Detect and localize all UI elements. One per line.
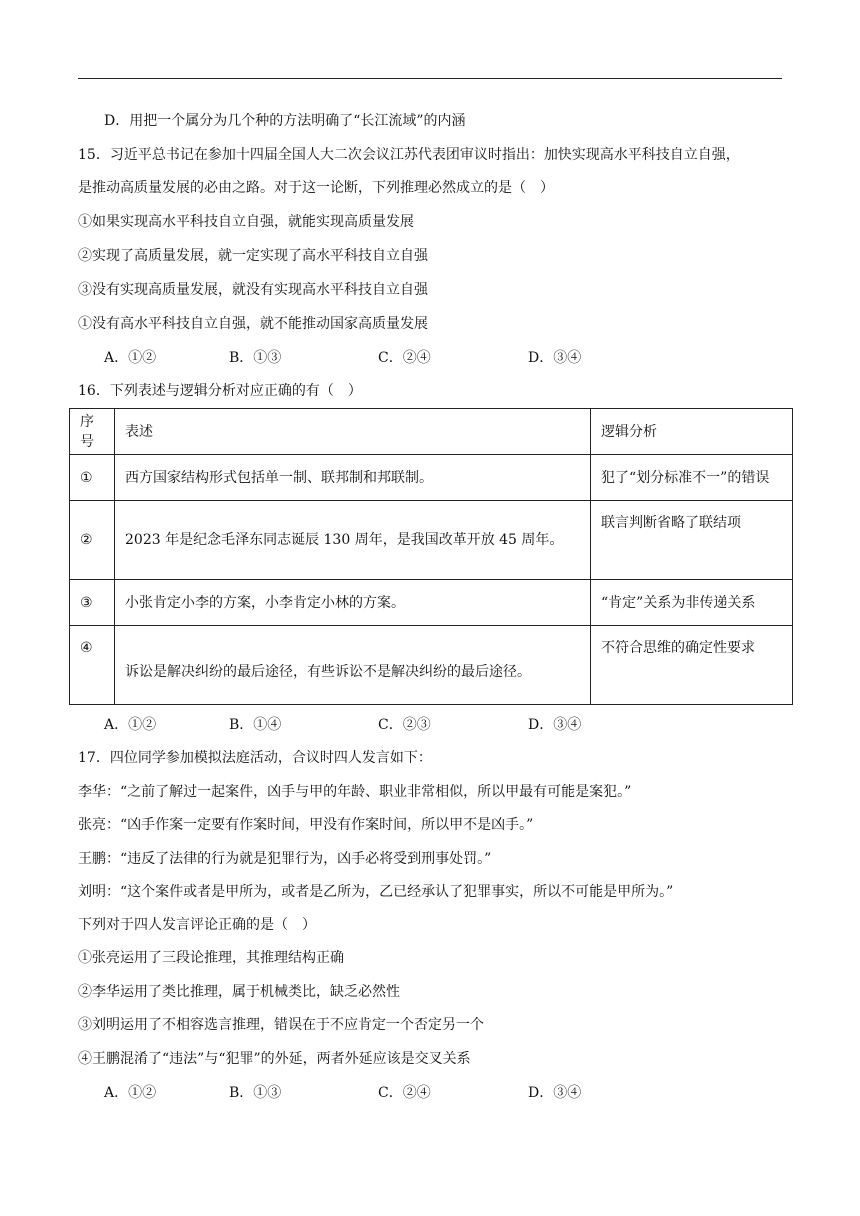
row-statement: 2023 年是纪念毛泽东同志诞辰 130 周年，是我国改革开放 45 周年。 — [115, 501, 591, 580]
q16-option-c[interactable]: C．②③ — [378, 717, 431, 733]
row-statement: 诉讼是解决纠纷的最后途径，有些诉讼不是解决纠纷的最后途径。 — [115, 626, 591, 705]
row-number: ① — [70, 455, 115, 501]
q15-option-d[interactable]: D．③④ — [528, 350, 582, 366]
row-number: ④ — [70, 626, 115, 705]
header-number: 序号 — [70, 409, 115, 455]
q17-option-c[interactable]: C．②④ — [378, 1085, 431, 1101]
q17-stem: 17．四位同学参加模拟法庭活动，合议时四人发言如下： — [78, 750, 432, 766]
q15-item-2: ②实现了高质量发展，就一定实现了高水平科技自立自强 — [78, 248, 428, 264]
q15-option-b[interactable]: B．①③ — [229, 350, 282, 366]
q15-item-4: ①没有高水平科技自立自强，就不能推动国家高质量发展 — [78, 316, 428, 332]
table-row — [70, 501, 793, 580]
row-analysis: 联言判断省略了联结项 — [591, 501, 793, 580]
q17-item-1: ①张亮运用了三段论推理，其推理结构正确 — [78, 950, 344, 966]
q14-option-d: D．用把一个属分为几个种的方法明确了“长江流域”的内涵 — [104, 113, 466, 129]
q16-stem: 16．下列表述与逻辑分析对应正确的有（ ） — [78, 383, 362, 399]
q16-option-d[interactable]: D．③④ — [528, 717, 582, 733]
table-row — [70, 455, 793, 501]
q16-option-a[interactable]: A．①② — [104, 717, 157, 733]
row-analysis: “肯定”关系为非传递关系 — [591, 580, 793, 626]
q15-option-c[interactable]: C．②④ — [378, 350, 431, 366]
q17-option-d[interactable]: D．③④ — [528, 1085, 582, 1101]
q17-item-2: ②李华运用了类比推理，属于机械类比，缺乏必然性 — [78, 984, 400, 1000]
q17-speech-zhangliang: 张亮：“凶手作案一定要有作案时间，甲没有作案时间，所以甲不是凶手。” — [78, 817, 534, 833]
row-analysis: 不符合思维的确定性要求 — [591, 626, 793, 705]
row-statement: 西方国家结构形式包括单一制、联邦制和邦联制。 — [115, 455, 591, 501]
header-rule — [78, 78, 782, 79]
row-statement: 小张肯定小李的方案，小李肯定小林的方案。 — [115, 580, 591, 626]
q17-item-4: ④王鹏混淆了“违法”与“犯罪”的外延，两者外延应该是交叉关系 — [78, 1051, 471, 1067]
q17-speech-lihua: 李华：“之前了解过一起案件，凶手与甲的年龄、职业非常相似，所以甲最有可能是案犯。” — [78, 784, 632, 800]
q16-table — [69, 408, 793, 705]
q15-item-3: ③没有实现高质量发展，就没有实现高水平科技自立自强 — [78, 282, 428, 298]
row-number: ③ — [70, 580, 115, 626]
q17-speech-wangpeng: 王鹏：“违反了法律的行为就是犯罪行为，凶手必将受到刑事处罚。” — [78, 851, 492, 867]
q15-stem-line2: 是推动高质量发展的必由之路。对于这一论断，下列推理必然成立的是（ ） — [78, 180, 554, 196]
q15-stem-line1: 15．习近平总书记在参加十四届全国人大二次会议江苏代表团审议时指出：加快实现高水平科技自立自强， — [78, 147, 740, 163]
table-row — [70, 580, 793, 626]
q17-option-a[interactable]: A．①② — [104, 1085, 157, 1101]
q17-speech-liuming: 刘明：“这个案件或者是甲所为，或者是乙所为，乙已经承认了犯罪事实，所以不可能是甲所为。” — [78, 884, 674, 900]
header-analysis: 逻辑分析 — [591, 409, 793, 455]
row-analysis: 犯了“划分标准不一”的错误 — [591, 455, 793, 501]
q15-item-1: ①如果实现高水平科技自立自强，就能实现高质量发展 — [78, 214, 414, 230]
header-statement: 表述 — [115, 409, 591, 455]
q15-option-a[interactable]: A．①② — [104, 350, 157, 366]
table-header-row — [70, 409, 793, 455]
table-row — [70, 626, 793, 705]
q17-option-b[interactable]: B．①③ — [229, 1085, 282, 1101]
row-number: ② — [70, 501, 115, 580]
q17-question: 下列对于四人发言评论正确的是（ ） — [78, 917, 316, 933]
q17-item-3: ③刘明运用了不相容选言推理，错误在于不应肯定一个否定另一个 — [78, 1017, 484, 1033]
q16-option-b[interactable]: B．①④ — [229, 717, 282, 733]
